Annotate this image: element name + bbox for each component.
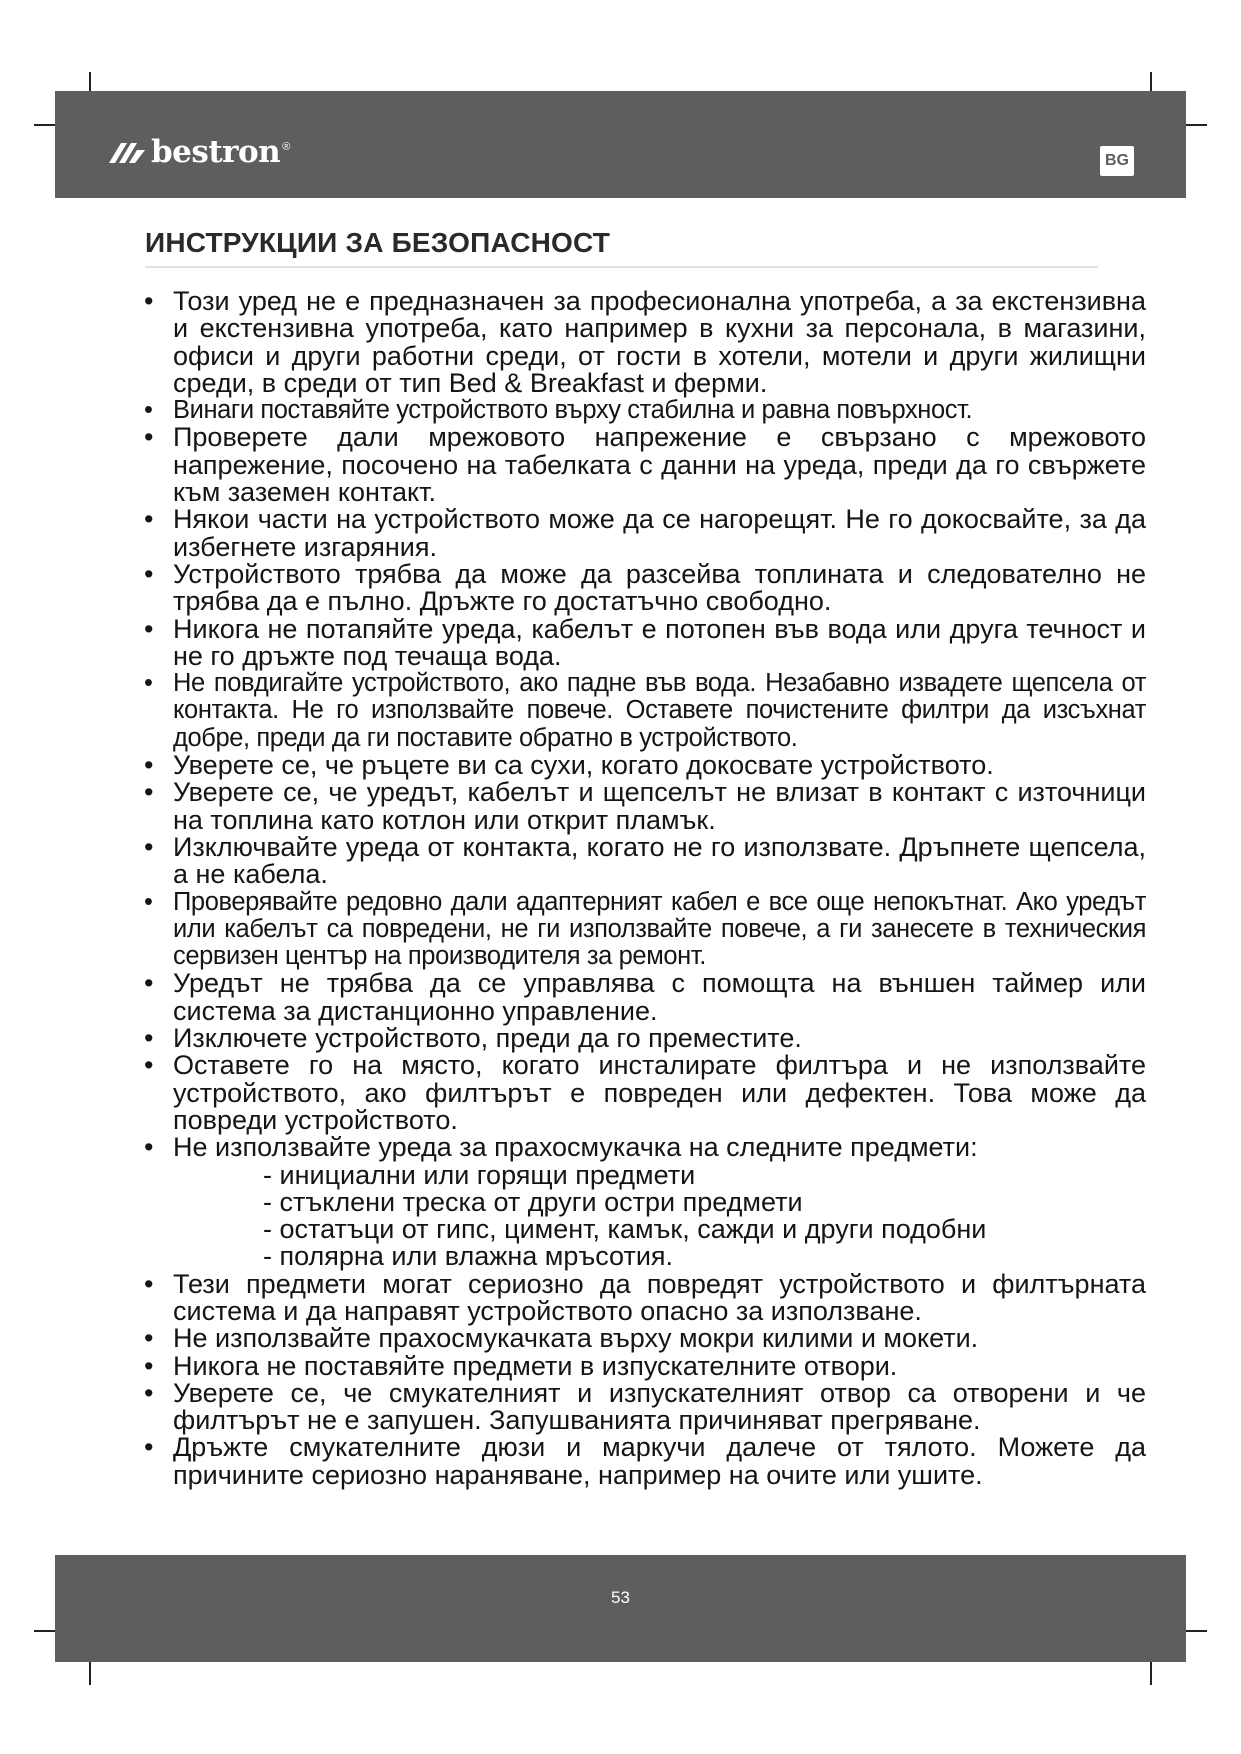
list-item: • Устройството трябва да може да разсейва топлината и следователно не трябва да е пълно. Дръжте го достатъчно свободно. [141, 561, 1146, 616]
list-item: • Не използвайте прахосмукачката върху мокри килими и мокети. [141, 1325, 1146, 1352]
page-footer [55, 1555, 1186, 1662]
brand-logo [107, 134, 291, 170]
title-divider [145, 266, 1098, 268]
list-item: • Оставете го на място, когато инсталирате филтъра и не използвайте устройството, ако филтърът е повреден или дефектен. Това може да повреди устройството. [141, 1052, 1146, 1134]
list-item: • Уверете се, че уредът, кабелът и щепселът не влизат в контакт с източници на топлина като котлон или открит пламък. [141, 779, 1146, 834]
sub-list [173, 1159, 1146, 1272]
language-badge: BG [1100, 146, 1134, 176]
page-number: 53 [611, 1588, 630, 1607]
list-item: • Никога не поставяйте предмети в изпускателните отвори. [141, 1353, 1146, 1380]
list-item: • Изключете устройството, преди да го преместите. [141, 1025, 1146, 1052]
list-item: • Този уред не е предназначен за професионална употреба, а за екстензивна и екстензивна употреба, като например в кухни за персонала, в магазини, офиси и други работни среди, от гости в хотели, мотели и други жилищни среди, в среди от тип Bed & Breakfast и ферми. [141, 288, 1146, 397]
list-item: • Не повдигайте устройството, ако падне във вода. Незабавно извадете щепсела от контакта. Не го използвайте повече. Оставете почистените филтри да изсъхнат добре, преди да ги поставите обратно в устройството. [141, 670, 1146, 752]
list-item: • Проверявайте редовно дали адаптерният кабел е все още непокътнат. Ако уредът или кабелът са повредени, не ги използвайте повече, а ги занесете в техническия сервизен център на производителя за ремонт. [141, 889, 1146, 971]
page-header [55, 91, 1186, 198]
list-item: • Тези предмети могат сериозно да повредят устройството и филтърната система и да направят устройството опасно за използване. [141, 1271, 1146, 1326]
sub-list-item: - остатъци от гипс, цимент, камък, сажди и други подобни [263, 1216, 1146, 1243]
instruction-list [141, 288, 1146, 1489]
sub-list-item: - инициални или горящи предмети [263, 1162, 1146, 1189]
list-item: • Уверете се, че ръцете ви са сухи, когато докосвате устройството. [141, 752, 1146, 779]
list-item: • Уредът не трябва да се управлява с помощта на външен таймер или система за дистанционно управление. [141, 970, 1146, 1025]
list-item: • Изключвайте уреда от контакта, когато не го използвате. Дръпнете щепсела, а не кабела. [141, 834, 1146, 889]
registered-mark: ® [282, 140, 291, 153]
sub-list-item: - полярна или влажна мръсотия. [263, 1243, 1146, 1270]
brand-name: bestron [151, 134, 281, 170]
list-item: • Никога не потапяйте уреда, кабелът е потопен във вода или друга течност и не го дръжте под течаща вода. [141, 616, 1146, 671]
list-item: • Уверете се, че смукателният и изпускателният отвор са отворени и че филтърът не е запушен. Запушванията причиняват прегряване. [141, 1380, 1146, 1435]
list-item: • Някои части на устройството може да се нагорещят. Не го докосвайте, за да избегнете изгаряния. [141, 506, 1146, 561]
list-item: • Винаги поставяйте устройството върху стабилна и равна повърхност. [141, 397, 1146, 424]
list-item [141, 1134, 1146, 1270]
list-item: • Дръжте смукателните дюзи и маркучи далече от тялото. Можете да причините сериозно нараняване, например на очите или ушите. [141, 1434, 1146, 1489]
page-title: ИНСТРУКЦИИ ЗА БЕЗОПАСНОСТ [145, 227, 611, 258]
brand-chevron-icon [107, 141, 147, 165]
sub-list-item: - стъклени треска от други остри предмети [263, 1189, 1146, 1216]
list-item: • Проверете дали мрежовото напрежение е свързано с мрежовото напрежение, посочено на табелката с данни на уреда, преди да го свържете към заземен контакт. [141, 424, 1146, 506]
list-item-text: • Не използвайте уреда за прахосмукачка на следните предмети: [173, 1132, 978, 1163]
safety-instructions [141, 288, 1146, 1489]
